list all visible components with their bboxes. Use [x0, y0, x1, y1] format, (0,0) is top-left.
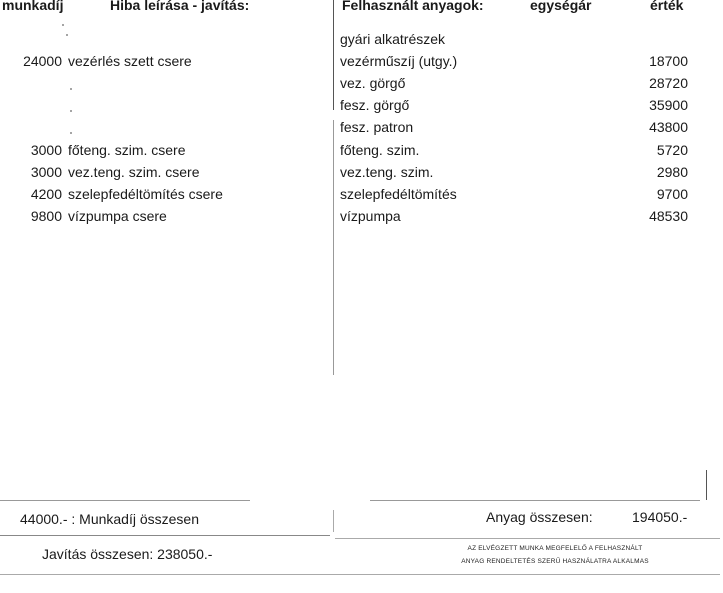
labor-description: vízpumpa csere: [68, 208, 167, 224]
labor-amount: 9800: [30, 208, 62, 224]
material-name: fesz. patron: [340, 119, 414, 135]
material-value: 9700: [656, 186, 688, 202]
labor-description: főteng. szim. csere: [68, 142, 186, 158]
material-name: vez.teng. szim.: [340, 164, 434, 180]
totals-rule-middle-right: [335, 538, 720, 539]
labor-description: vezérlés szett csere: [68, 53, 192, 69]
totals-rule-top: [0, 500, 250, 501]
labor-amount: 3000: [30, 164, 62, 180]
material-row: [0, 119, 720, 137]
material-row: [0, 208, 720, 226]
material-row: [0, 142, 720, 160]
footer-note-line1: AZ ELVÉGZETT MUNKA MEGFELELŐ A FELHASZNÁLT: [467, 545, 643, 552]
material-row: [0, 75, 720, 93]
material-name: szelepfedéltömítés: [340, 186, 457, 202]
material-name: főteng. szim.: [340, 142, 420, 158]
materials-total-value: 194050.-: [632, 509, 688, 525]
totals-rule-top-right: [370, 500, 700, 501]
header-description: Hiba leírása - javítás:: [110, 0, 250, 13]
materials-heading: gyári alkatrészek: [340, 31, 446, 47]
header-materials: Felhasznált anyagok:: [342, 0, 484, 13]
labor-total: 44000.- : Munkadíj összesen: [20, 511, 199, 527]
totals-divider: [333, 510, 334, 532]
labor-description: szelepfedéltömítés csere: [68, 186, 223, 202]
right-edge-mark: [706, 470, 707, 500]
totals-rule-bottom: [0, 574, 720, 575]
labor-amount: 24000: [23, 53, 62, 69]
material-row: [0, 97, 720, 115]
material-value: 43800: [649, 119, 688, 135]
material-value: 48530: [649, 208, 688, 224]
footer-note-line2: ANYAG RENDELTETÉS SZERŰ HASZNÁLATRA ALKALMAS: [461, 558, 649, 565]
header-value: érték: [650, 0, 684, 13]
material-row: [0, 186, 720, 204]
material-name: vízpumpa: [340, 208, 401, 224]
material-name: vez. görgő: [340, 75, 406, 91]
header-labor: munkadíj: [2, 0, 64, 13]
material-value: 28720: [649, 75, 688, 91]
material-value: 5720: [656, 142, 688, 158]
material-value: 2980: [656, 164, 688, 180]
repair-total: Javítás összesen: 238050.-: [42, 546, 213, 562]
materials-total-label: Anyag összesen:: [486, 509, 593, 525]
material-name: vezérműszíj (utgy.): [340, 53, 458, 69]
labor-description: vez.teng. szim. csere: [68, 164, 200, 180]
labor-amount: 4200: [30, 186, 62, 202]
header-unit-price: egységár: [530, 0, 592, 13]
labor-amount: 3000: [30, 142, 62, 158]
material-value: 18700: [649, 53, 688, 69]
material-value: 35900: [649, 97, 688, 113]
stray-mark: [62, 24, 64, 26]
material-row: [0, 53, 720, 71]
totals-rule-middle: [0, 535, 330, 536]
material-name: fesz. görgő: [340, 97, 410, 113]
material-row: [0, 164, 720, 182]
